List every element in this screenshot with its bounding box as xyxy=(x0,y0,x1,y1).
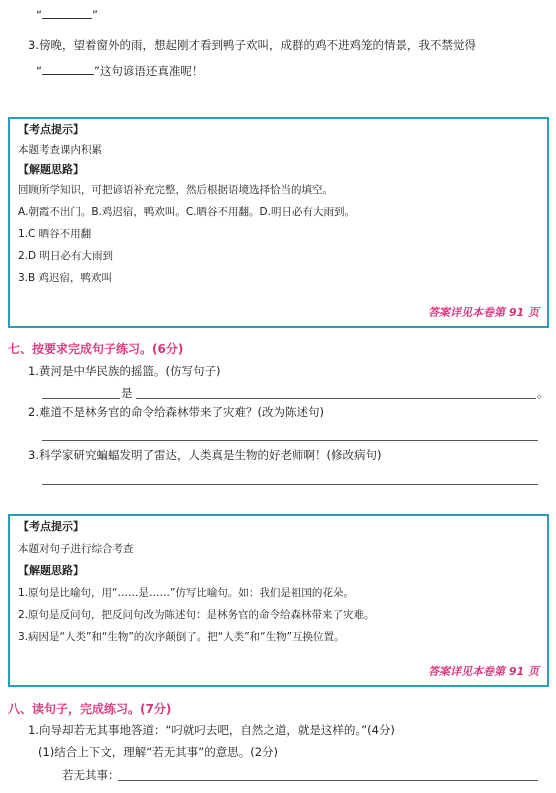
approach-item-3: 3.病因是“人类”和“生物”的次序颠倒了。把“人类”和“生物”互换位置。 xyxy=(18,631,345,643)
answer-1: 1.C 晒谷不用翻 xyxy=(18,228,92,240)
hint-text: 本题考查课内积累 xyxy=(18,144,102,156)
shi-label: 是 xyxy=(121,386,133,400)
s7-question-2: 2.难道不是林务官的命令给森林带来了灾难？(改为陈述句) xyxy=(28,405,324,419)
section-7-title: 七、按要求完成句子练习。(6分) xyxy=(8,342,184,356)
answer-line[interactable] xyxy=(136,398,536,399)
option-list: A.朝霞不出门。B.鸡迟宿，鸭欢叫。C.晒谷不用翻。D.明日必有大雨到。 xyxy=(18,206,355,218)
hint-text: 本题对句子进行综合考查 xyxy=(18,543,134,555)
approach-item-2: 2.原句是反问句，把反问句改为陈述句：是林务官的命令给森林带来了灾难。 xyxy=(18,609,375,621)
answer-line[interactable] xyxy=(42,398,120,399)
s7-question-3: 3.科学家研究蝙蝠发明了雷达，人类真是生物的好老师啊！(修改病句) xyxy=(28,448,382,462)
answer-line[interactable] xyxy=(42,484,538,485)
s7-question-1: 1.黄河是中华民族的摇篮。(仿写句子) xyxy=(28,364,221,378)
hint-box-1 xyxy=(8,117,549,328)
s8-question-1: 1.向导却若无其事地答道：“叼就叼去吧，自然之道，就是这样的。”(4分) xyxy=(28,723,395,737)
hint-box-2 xyxy=(8,514,549,687)
prev-answer-line xyxy=(36,6,98,23)
hint-heading: 【考点提示】 xyxy=(18,123,84,136)
answer-line[interactable] xyxy=(42,440,538,441)
answer-blank[interactable] xyxy=(42,6,92,19)
hint-heading: 【考点提示】 xyxy=(18,520,84,533)
close-quote: ” xyxy=(91,8,98,22)
question-3-answer-line: “ ”这句谚语还真准呢！ xyxy=(36,64,204,78)
approach-text: 回顾所学知识，可把谚语补充完整，然后根据语境选择恰当的填空。 xyxy=(18,184,333,196)
open-quote: “ xyxy=(36,8,42,22)
ruoqishi-label: 若无其事： xyxy=(62,768,120,782)
answer-blank[interactable] xyxy=(42,62,94,75)
s8-subquestion-1: (1)结合上下文，理解“若无其事”的意思。(2分) xyxy=(38,745,278,759)
approach-heading: 【解题思路】 xyxy=(18,564,84,577)
question-3-text: 3.傍晚，望着窗外的雨，想起刚才看到鸭子欢叫，成群的鸡不进鸡笼的情景，我不禁觉得 xyxy=(28,38,476,52)
answer-line[interactable] xyxy=(118,780,538,781)
answer-reference: 答案详见本卷第 91 页 xyxy=(428,665,539,678)
approach-heading: 【解题思路】 xyxy=(18,163,84,176)
period: 。 xyxy=(537,386,549,400)
answer-2: 2.D 明日必有大雨到 xyxy=(18,250,113,262)
answer-3: 3.B 鸡迟宿，鸭欢叫 xyxy=(18,272,113,284)
approach-item-1: 1.原句是比喻句，用“……是……”仿写比喻句。如：我们是祖国的花朵。 xyxy=(18,587,354,599)
section-8-title: 八、读句子，完成练习。(7分) xyxy=(8,702,172,716)
answer-reference: 答案详见本卷第 91 页 xyxy=(428,306,539,319)
